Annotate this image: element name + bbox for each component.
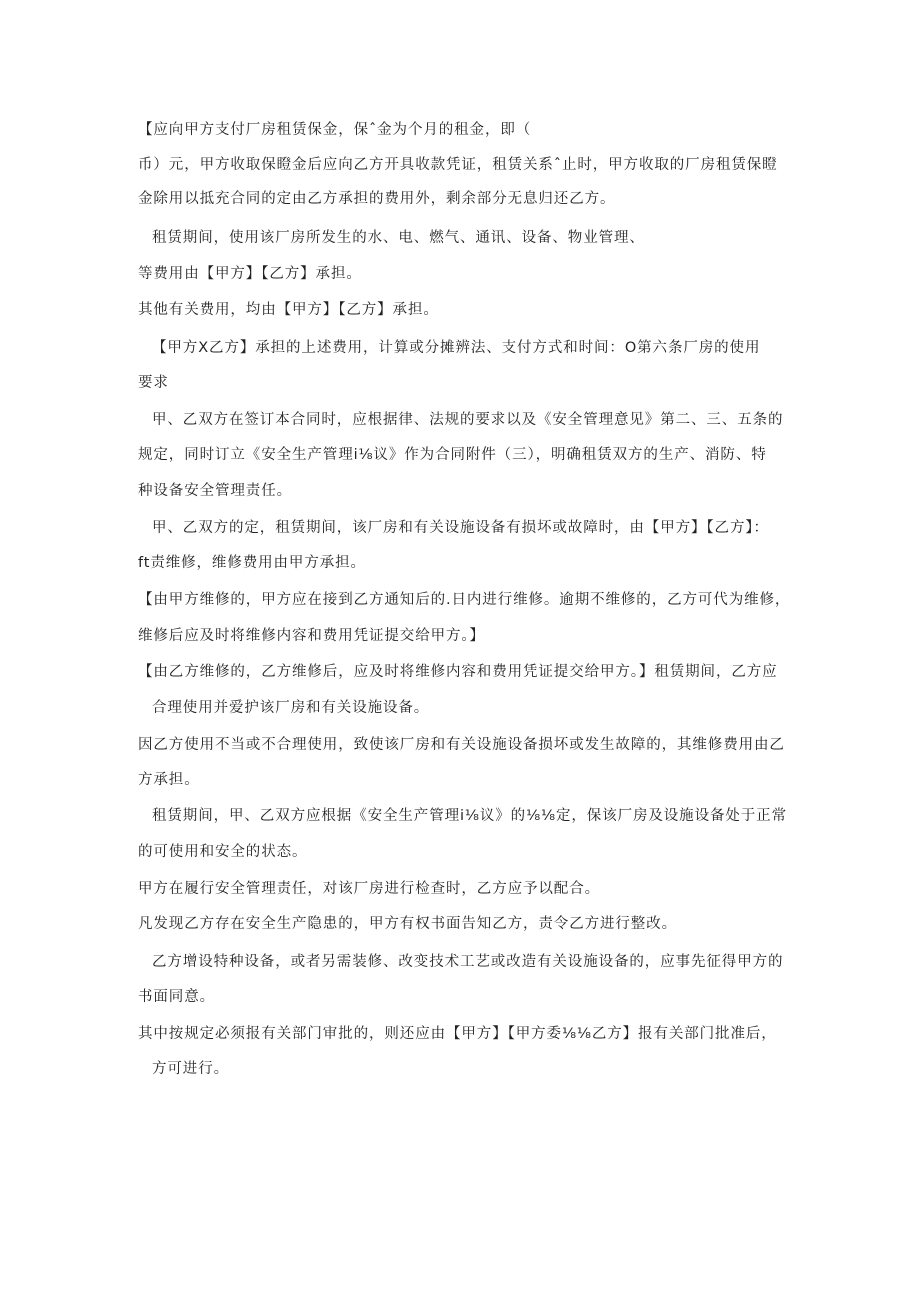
text-line: 租赁期间，甲、乙双方应根据《安全生产管理i⅛议》的⅛⅛定，保该厂房及设施设备处于正常 — [152, 808, 787, 824]
text-line: 其中按规定必须报有关部门审批的，则还应由【甲方】【甲方委⅛⅛乙方】报有关部门批准后， — [138, 1026, 777, 1042]
text-line: 甲、乙双方的定，租赁期间，该厂房和有关设施设备有损坏或故障时，由【甲方】【乙方】： — [152, 520, 769, 536]
text-line: 【甲方X乙方】承担的上述费用，计算或分摊辨法、支付方式和时间：O第六条厂房的使用 — [152, 340, 761, 356]
text-line: 因乙方使用不当或不合理使用，致使该厂房和有关设施设备损坏或发生故障的，其维修费用由乙 — [138, 737, 785, 753]
text-line: 租赁期间，使用该厂房所发生的水、电、燃气、通讯、设备、物业管理、 — [152, 230, 645, 246]
text-line: 种设备安全管理责任。 — [138, 483, 292, 499]
text-line: 乙方增设特种设备，或者另需装修、改变技术工艺或改造有关设施设备的，应事先征得甲方的 — [152, 954, 784, 970]
text-line: 方可进行。 — [152, 1061, 229, 1077]
text-line: ft责维修，维修费用由甲方承担。 — [138, 555, 366, 571]
text-line: 甲、乙双方在签订本合同时，应根据律、法规的要求以及《安全管理意见》第二、三、五条的 — [152, 412, 784, 428]
text-line: 规定，同时订立《安全生产管理i⅛议》作为合同附件（三），明确租赁双方的生产、消防、特 — [138, 447, 767, 463]
text-line: 维修后应及时将维修内容和费用凭证提交给甲方。】 — [138, 628, 485, 644]
text-line: 方承担。 — [138, 772, 200, 788]
text-line: 甲方在履行安全管理责任，对该厂房进行检查时，乙方应予以配合。 — [138, 881, 600, 897]
text-line: 要求 — [138, 375, 169, 391]
text-line: 其他有关费用，均由【甲方】【乙方】承担。 — [138, 302, 439, 318]
text-line: 金除用以抵充合同的定由乙方承担的费用外，剩余部分无息归还乙方。 — [138, 191, 616, 207]
text-line: 【应向甲方支付厂房租赁保金，保ˆ金为个月的租金，即（ — [138, 122, 532, 138]
text-line: 等费用由【甲方】【乙方】承担。 — [138, 266, 362, 282]
text-line: 【由甲方维修的，甲方应在接到乙方通知后的.日内进行维修。逾期不维修的，乙方可代为维修， — [138, 592, 791, 608]
text-line: 凡发现乙方存在安全生产隐患的，甲方有权书面告知乙方，责令乙方进行整改。 — [138, 916, 677, 932]
text-line: 合理使用并爱护该厂房和有关设施设备。 — [152, 700, 430, 716]
text-line: 币）元，甲方收取保瞪金后应向乙方开具收款凭证，租赁关系ˆ止时，甲方收取的厂房租赁保瞪 — [138, 157, 778, 173]
text-line: 书面同意。 — [138, 989, 215, 1005]
text-line: 【由乙方维修的，乙方维修后，应及时将维修内容和费用凭证提交给甲方。】租赁期间，乙方应 — [138, 664, 778, 680]
text-line: 的可使用和安全的状态。 — [138, 844, 308, 860]
